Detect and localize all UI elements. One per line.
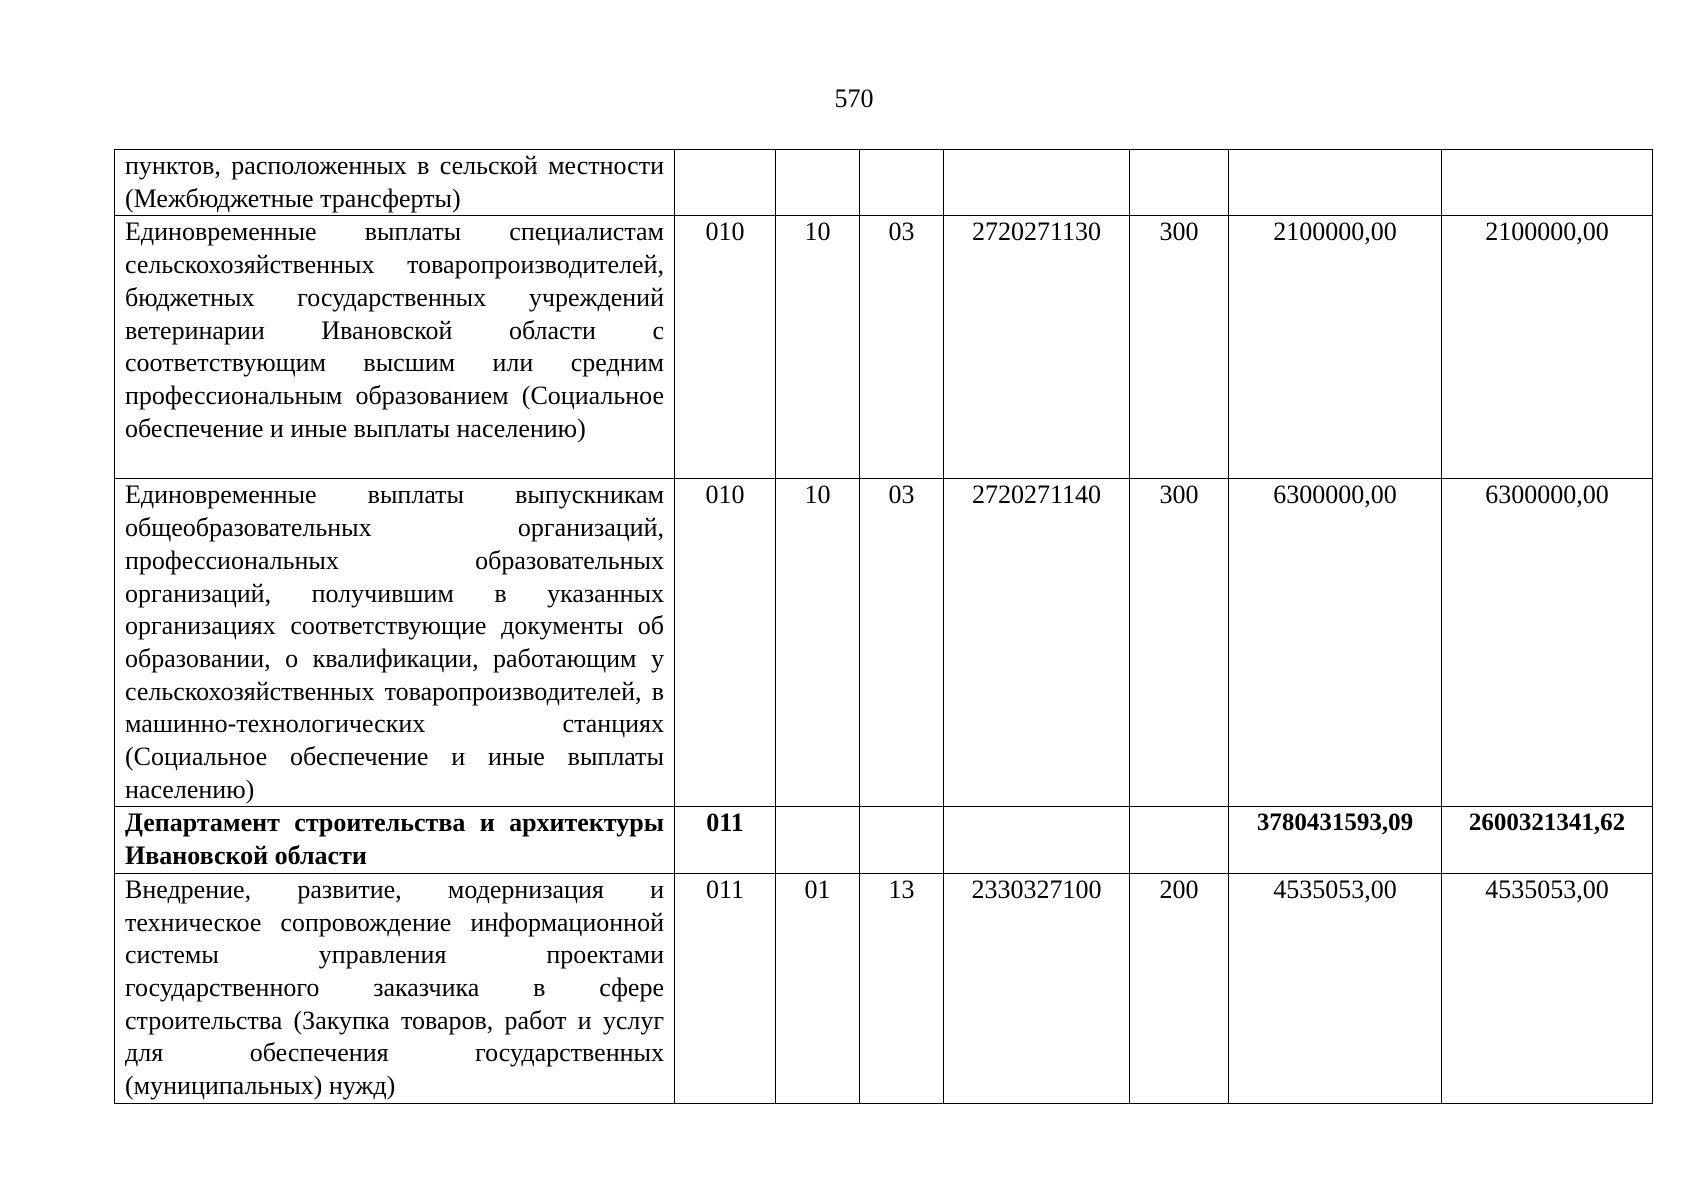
expense-type-code: 200 [1130,873,1229,1103]
budget-table [114,149,1653,1104]
table-row [115,807,1653,873]
ministry-code: 011 [675,807,776,873]
target-article-code: 2720271140 [944,479,1130,807]
amount-year-1: 4535053,00 [1229,873,1442,1103]
target-article-code [944,807,1130,873]
ministry-code: 010 [675,216,776,479]
row-description: Единовременные выплаты специалистам сельскохозяйственных товаропроизводителей, бюджетных государственных учреждений ветеринарии Ивановской области с соответствующим высшим или средним профессиональным образованием (Социальное обеспечение и иные выплаты населению) [115,216,675,479]
section-code: 01 [776,873,860,1103]
section-code [776,150,860,216]
row-description: Внедрение, развитие, модернизация и техническое сопровождение информационной системы управления проектами государственного заказчика в сфере строительства (Закупка товаров, работ и услуг для обеспечения государственных (муниципальных) нужд) [115,873,675,1103]
ministry-code [675,150,776,216]
amount-year-2: 4535053,00 [1442,873,1653,1103]
table-row [115,873,1653,1103]
expense-type-code [1130,807,1229,873]
subsection-code: 13 [860,873,944,1103]
subsection-code: 03 [860,216,944,479]
table-row [115,216,1653,479]
amount-year-1: 2100000,00 [1229,216,1442,479]
ministry-code: 010 [675,479,776,807]
table-row [115,479,1653,807]
subsection-code [860,150,944,216]
amount-year-1: 6300000,00 [1229,479,1442,807]
section-code: 10 [776,216,860,479]
amount-year-2: 2600321341,62 [1442,807,1653,873]
target-article-code: 2330327100 [944,873,1130,1103]
row-description: Департамент строительства и архитектуры Ивановской области [115,807,675,873]
ministry-code: 011 [675,873,776,1103]
target-article-code [944,150,1130,216]
expense-type-code: 300 [1130,479,1229,807]
amount-year-2: 2100000,00 [1442,216,1653,479]
target-article-code: 2720271130 [944,216,1130,479]
page-number: 570 [834,84,874,113]
amount-year-1: 3780431593,09 [1229,807,1442,873]
subsection-code [860,807,944,873]
section-code: 10 [776,479,860,807]
row-description: пунктов, расположенных в сельской местности (Межбюджетные трансферты) [115,150,675,216]
row-description: Единовременные выплаты выпускникам общеобразовательных организаций, профессиональных образовательных организаций, получившим в указанных организациях соответствующие документы об образовании, о квалификации, работающим у сельскохозяйственных товаропроизводителей, в машинно-технологических станциях (Социальное обеспечение и иные выплаты населению) [115,479,675,807]
amount-year-2: 6300000,00 [1442,479,1653,807]
expense-type-code [1130,150,1229,216]
section-code [776,807,860,873]
table-row [115,150,1653,216]
amount-year-1 [1229,150,1442,216]
expense-type-code: 300 [1130,216,1229,479]
amount-year-2 [1442,150,1653,216]
subsection-code: 03 [860,479,944,807]
